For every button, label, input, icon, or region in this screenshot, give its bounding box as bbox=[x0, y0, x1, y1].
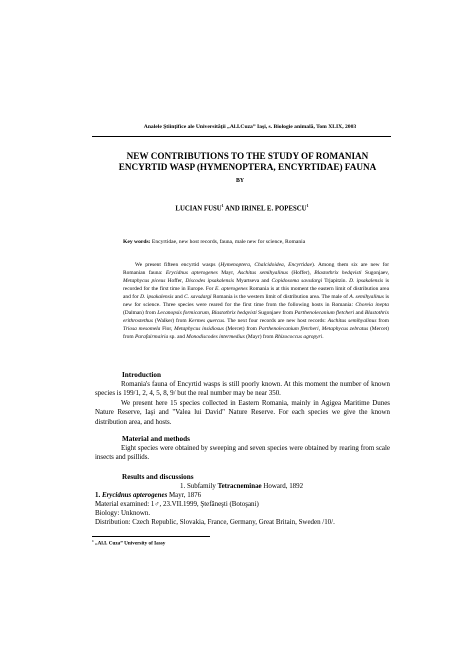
abstract-taxon: D. ipsakalensis bbox=[140, 293, 174, 300]
abstract-taxon: Aschitus semihyalinus bbox=[327, 317, 377, 324]
abstract-text: We present fifteen encyrtid wasps ( bbox=[135, 262, 221, 268]
abstract-text: . bbox=[322, 333, 324, 340]
abstract-text: ). Among them six are new for Romanian fauna: bbox=[123, 262, 390, 276]
introduction-paragraph-2: We present here 15 species collected in Eastern Romania, mainly in Agigea Maritime Dunes Nature Reserve, Iaşi and "Valea lui David" Nature Reserve. For each species we give the known distribution area, and hosts. bbox=[95, 398, 390, 426]
title-line-2: ENCYRTID WASP (HYMENOPTERA, ENCYRTIDAE) FAUNA bbox=[118, 162, 377, 172]
abstract-text: (Mayr) from bbox=[244, 333, 275, 340]
species-name: Erycidnus apterogenes bbox=[101, 491, 168, 499]
abstract-taxon: Parthenolecanium fletcheri bbox=[258, 325, 319, 332]
abstract-text: (Mercet) from bbox=[223, 325, 259, 332]
abstract-text: is recorded for the first time in Europe. For bbox=[123, 277, 389, 292]
abstract-taxon: Metaphycus piceus bbox=[123, 277, 166, 284]
abstract-text: Romania is at this moment the eastern limit of distribution area and for bbox=[123, 285, 389, 300]
abstract-taxon: C. savsdargi bbox=[184, 293, 212, 300]
title-line-1: NEW CONTRIBUTIONS TO THE STUDY OF ROMANIAN bbox=[126, 151, 369, 161]
abstract-text: from bbox=[376, 317, 389, 324]
author-1-footnote-mark: 1 bbox=[221, 203, 224, 208]
subfamily-author: Howard, 1892 bbox=[261, 482, 304, 490]
abstract-taxon: Parafairmairia bbox=[134, 333, 169, 340]
subfamily-name: Tetracneminae bbox=[217, 482, 262, 490]
authors-and-author-2: AND IRINEL E. POPESCU bbox=[223, 205, 307, 213]
distribution: Distribution: Czech Republic, Slovakia, France, Germany, Great Britain, Sweden /10/. bbox=[95, 518, 335, 526]
abstract-text: sp. and bbox=[168, 333, 187, 340]
paper-title bbox=[110, 151, 385, 173]
abstract-text: (Walker) from bbox=[153, 317, 189, 324]
abstract-text: is new for science. Three species were reared for the first time from the following hosts in Romania: bbox=[123, 293, 389, 308]
abstract-text: Sugonjaev, bbox=[361, 269, 390, 276]
abstract-text: (Mercet) from bbox=[123, 325, 389, 340]
abstract-taxon: Blastothrix erithrostethus bbox=[123, 309, 389, 324]
author-2-footnote-mark: 1 bbox=[306, 203, 309, 208]
abstract-taxon: Parthenolecanium fletcheri bbox=[294, 309, 355, 316]
methods-body bbox=[95, 444, 390, 463]
keywords-label: Key words: bbox=[123, 239, 151, 245]
abstract-taxon: Kermes quercus bbox=[188, 317, 225, 324]
abstract-taxon: Choreia inepta bbox=[355, 301, 390, 308]
abstract bbox=[123, 262, 389, 342]
abstract-text: (Hoffer), bbox=[287, 269, 315, 276]
abstract-taxon: Erycidnus apterogenes bbox=[165, 269, 218, 276]
abstract-taxon: Blastothrix hedqvisti bbox=[314, 269, 362, 276]
footnote-text: „Al.I. Cuza” University of Iassy bbox=[93, 540, 166, 547]
abstract-text: and bbox=[173, 293, 185, 300]
running-header: Analele Ştiinţifice ale Universităţii „Al.I.Cuza” Iaşi, s. Biologie animală, Tom XLIX, 2003 bbox=[143, 124, 357, 130]
by-label: BY bbox=[235, 178, 245, 184]
abstract-taxon: Lecanopsis formicarum bbox=[157, 309, 209, 316]
abstract-text: (Dalman) from bbox=[123, 309, 158, 316]
abstract-text: , bbox=[318, 325, 322, 332]
abstract-text: . The next four records are new host records: bbox=[224, 317, 328, 324]
introduction-heading: Introduction bbox=[122, 371, 162, 379]
authors bbox=[150, 203, 334, 212]
footnote-mark: 1 bbox=[92, 539, 94, 543]
abstract-taxon: Discodes ipsakalensis bbox=[185, 277, 235, 284]
abstract-text: Romania is the western limit of distribution area. The male of bbox=[211, 293, 350, 300]
abstract-taxon: Copidosoma savsdargi bbox=[271, 277, 323, 284]
abstract-taxon: A. semihyalinus bbox=[349, 293, 384, 300]
abstract-text: Trjapitzin. bbox=[322, 277, 350, 284]
abstract-taxon: Rhizococcus agropyri bbox=[274, 333, 323, 340]
header-rule bbox=[92, 136, 391, 137]
abstract-taxon: Monodiscodes intermedius bbox=[186, 333, 245, 340]
biology: Biology: Unknown. bbox=[95, 509, 151, 517]
footnote bbox=[92, 539, 165, 547]
abstract-taxon: Triosa mesomela bbox=[123, 325, 161, 332]
abstract-taxon: D. ipsakalensis bbox=[349, 277, 384, 284]
abstract-taxon: Aschitus semihyalinus bbox=[237, 269, 288, 276]
abstract-text: , bbox=[208, 309, 212, 316]
methods-heading: Material and methods bbox=[122, 435, 190, 443]
species-number: 1. bbox=[95, 491, 102, 499]
abstract-text: Hoffer, bbox=[165, 277, 186, 284]
results-heading: Results and discussions bbox=[122, 473, 194, 481]
keywords-text: Encyrtidae, new host records, fauna, male new for science, Romania bbox=[150, 239, 306, 245]
abstract-taxon: Metaphycus insidiosus bbox=[174, 325, 224, 332]
species-author: Mayr, 1876 bbox=[167, 491, 202, 499]
abstract-paragraph bbox=[123, 262, 389, 342]
species-line bbox=[95, 491, 201, 499]
abstract-taxon: Hymenoptera, Chalcidoidea, Encyrtidae bbox=[220, 262, 313, 268]
abstract-text: Flor, bbox=[160, 325, 175, 332]
methods-paragraph-1: Eight species were obtained by sweeping and seven species were obtained by rearing from scale insects and psillids. bbox=[95, 444, 390, 462]
abstract-text: Myartseva and bbox=[234, 277, 272, 284]
abstract-taxon: Blastothrix hedqvisti bbox=[211, 309, 257, 316]
introduction-body bbox=[95, 380, 390, 427]
author-1: LUCIAN FUSU bbox=[175, 205, 222, 213]
abstract-taxon: Metaphycus zebratus bbox=[321, 325, 369, 332]
abstract-text: Mayr, bbox=[217, 269, 238, 276]
subfamily-line bbox=[180, 482, 303, 490]
footnote-rule bbox=[92, 536, 210, 537]
subfamily-prefix: 1. Subfamily bbox=[180, 482, 218, 490]
abstract-text: and bbox=[354, 309, 365, 316]
introduction-paragraph-1: Romania's fauna of Encyrtid wasps is still poorly known. At this moment the number of known species is 199/1, 2, 4, 5, 8, 9/ but the real number may be near 350. bbox=[95, 380, 390, 398]
abstract-text: Sugonjaev from bbox=[256, 309, 295, 316]
material-examined: Material examined: 1♂, 23.VII.1999, Ştefăneşti (Botoşani) bbox=[95, 500, 259, 508]
keywords bbox=[123, 239, 393, 246]
abstract-taxon: E. apterogenes bbox=[215, 285, 248, 292]
